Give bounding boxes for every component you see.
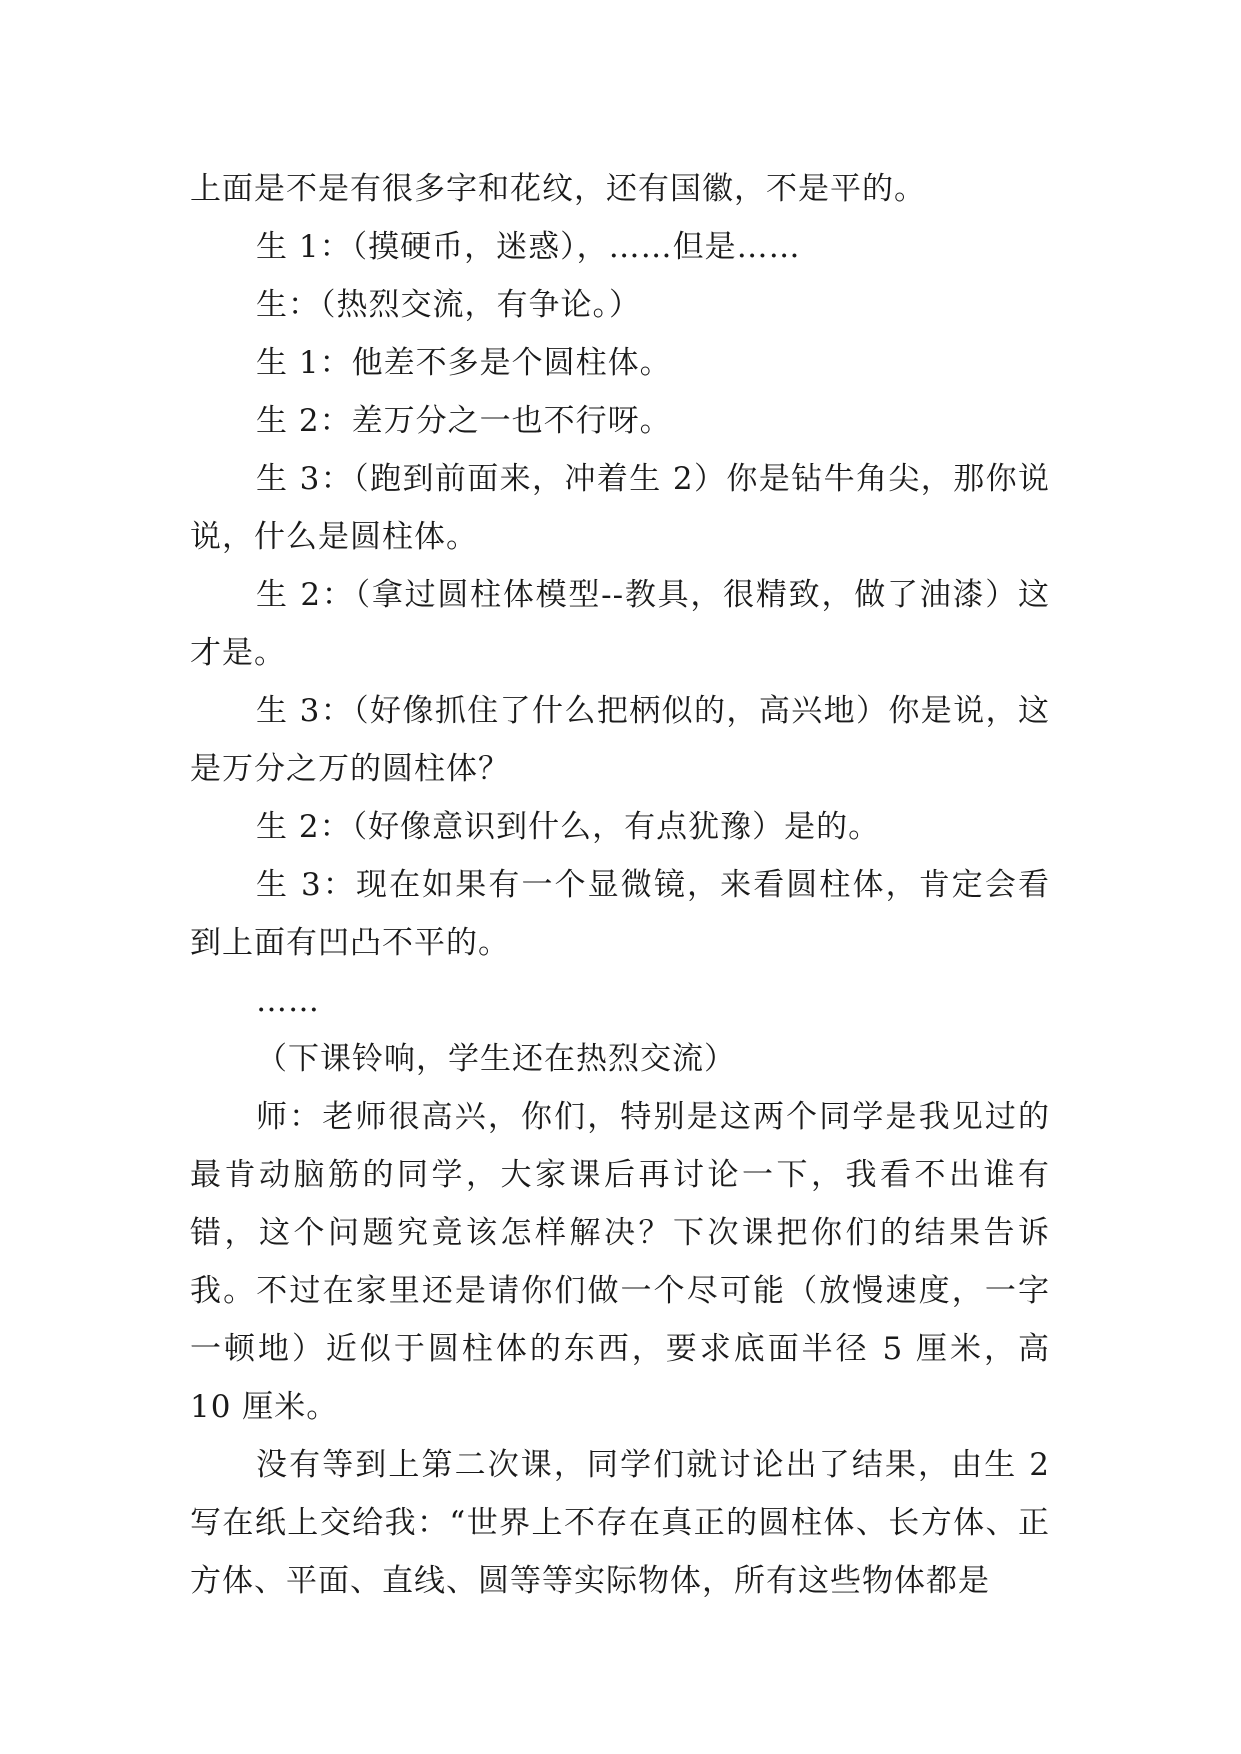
paragraph-11: …… xyxy=(256,983,320,1019)
paragraph-10: 生 3：现在如果有一个显微镜，来看圆柱体，肯定会看到上面有凹凸不平的。 xyxy=(190,867,1050,961)
paragraph-7: 生 2：（拿过圆柱体模型--教具，很精致，做了油漆）这才是。 xyxy=(190,577,1050,671)
paragraph-4: 生 1：他差不多是个圆柱体。 xyxy=(256,345,672,381)
paragraph-6: 生 3：（跑到前面来，冲着生 2）你是钻牛角尖，那你说说，什么是圆柱体。 xyxy=(190,461,1050,555)
paragraph-2: 生 1：（摸硬币，迷惑），……但是…… xyxy=(256,229,801,265)
paragraph-9: 生 2：（好像意识到什么，有点犹豫）是的。 xyxy=(256,809,881,845)
paragraph-13: 师：老师很高兴，你们，特别是这两个同学是我见过的最肯动脑筋的同学，大家课后再讨论一下，我看不出谁有错，这个问题究竟该怎样解决？下次课把你们的结果告诉我。不过在家里还是请你们做一个尽可能（放慢速度，一字一顿地）近似于圆柱体的东西，要求底面半径 5 厘米，高 10 厘米。 xyxy=(190,1099,1050,1425)
paragraph-5: 生 2：差万分之一也不行呀。 xyxy=(256,403,672,439)
paragraph-3: 生：（热烈交流，有争论。） xyxy=(256,287,641,323)
document-body xyxy=(190,160,1050,1610)
paragraph-1: 上面是不是有很多字和花纹，还有国徽，不是平的。 xyxy=(190,171,926,207)
paragraph-12: （下课铃响，学生还在热烈交流） xyxy=(256,1041,736,1077)
paragraph-14: 没有等到上第二次课，同学们就讨论出了结果，由生 2 写在纸上交给我：“世界上不存在真正的圆柱体、长方体、正方体、平面、直线、圆等等实际物体，所有这些物体都是 xyxy=(190,1447,1050,1599)
paragraph-8: 生 3：（好像抓住了什么把柄似的，高兴地）你是说，这是万分之万的圆柱体？ xyxy=(190,693,1050,787)
